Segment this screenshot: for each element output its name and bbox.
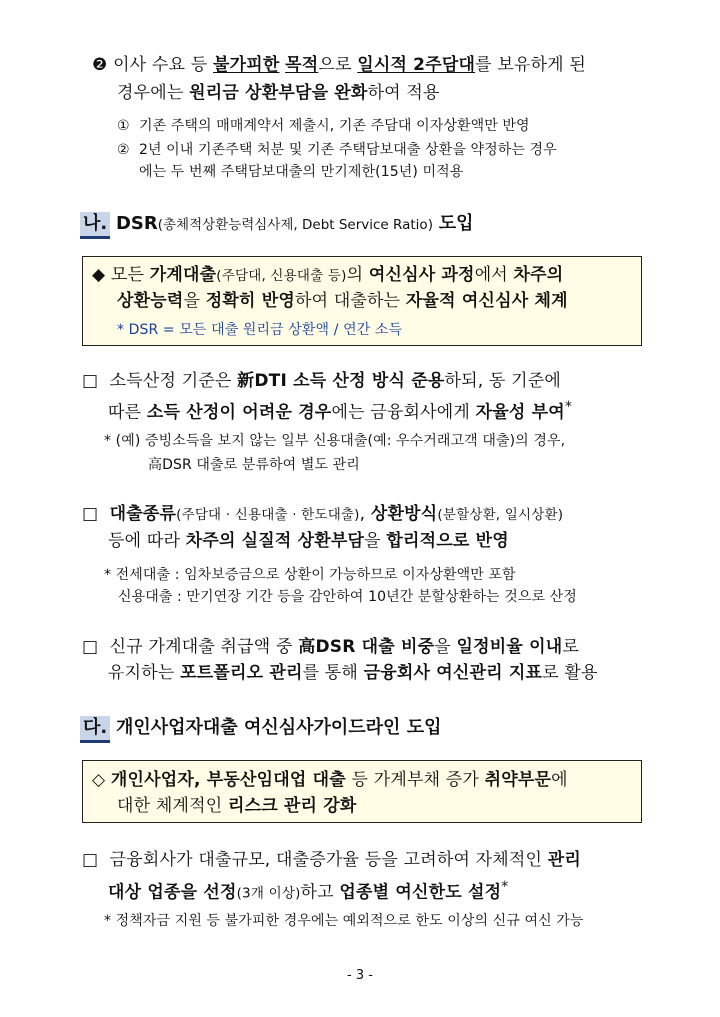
p4-note: * 정책자금 지원 등 불가피한 경우에는 예외적으로 한도 이상의 신규 여신 가능 [104, 913, 584, 929]
item2-line1: ❷ 이사 수요 등 불가피한 목적으로 일시적 2주담대를 보유하게 된 [92, 55, 587, 75]
p3-line2: 유지하는 포트폴리오 관리를 통해 금융회사 여신관리 지표로 활용 [108, 663, 598, 683]
p1-note-line1: * (예) 증빙소득을 보지 않는 일부 신용대출(예: 우수거래고객 대출)의 경우, [104, 433, 566, 449]
item2-marker: ❷ [92, 55, 108, 75]
checkbox-marker: □ [82, 371, 99, 391]
page-number: - 3 - [347, 968, 373, 983]
item2-note2-cont: 에는 두 번째 주택담보대출의 만기제한(15년) 미적용 [139, 164, 464, 180]
p1-note-line2: 高DSR 대출로 분류하여 별도 관리 [148, 457, 360, 473]
p3-line1: □ 신규 가계대출 취급액 중 高DSR 대출 비중을 일정비율 이내로 [82, 637, 579, 657]
p4-line2: 대상 업종을 선정(3개 이상)하고 업종별 여신한도 설정* [108, 879, 509, 903]
section-heading-na: 나. DSR(총체적상환능력심사제, Debt Service Ratio) 도입 [80, 212, 473, 239]
p1-line2: 따른 소득 산정이 어려운 경우에는 금융회사에게 자율성 부여* [108, 399, 573, 423]
diamond-outline-marker: ◇ [92, 770, 106, 790]
diamond-marker: ◆ [92, 265, 106, 285]
section-mark: 나. [80, 212, 110, 239]
biz-box-line1: ◇ 개인사업자, 부동산임대업 대출 등 가계부채 증가 취약부문에 [92, 770, 568, 790]
checkbox-marker: □ [82, 850, 99, 870]
item2-note2: ② 2년 이내 기존주택 처분 및 기존 주택담보대출 상환을 약정하는 경우 [117, 142, 557, 158]
section-heading-da: 다. 개인사업자대출 여신심사가이드라인 도입 [80, 716, 441, 743]
section-mark: 다. [80, 716, 110, 743]
biz-box-line2: 대한 체계적인 리스크 관리 강화 [117, 796, 357, 816]
p4-line1: □ 금융회사가 대출규모, 대출증가율 등을 고려하여 자체적인 관리 [82, 850, 582, 870]
item2-line2: 경우에는 원리금 상환부담을 완화하여 적용 [117, 83, 440, 103]
checkbox-marker: □ [82, 637, 99, 657]
p2-note-line1: * 전세대출 : 임차보증금으로 상환이 가능하므로 이자상환액만 포함 [104, 567, 516, 583]
item2-note1: ① 기존 주택의 매매계약서 제출시, 기존 주담대 이자상환액만 반영 [117, 118, 530, 134]
dsr-formula: * DSR = 모든 대출 원리금 상환액 / 연간 소득 [117, 322, 403, 338]
dsr-box-line2: 상환능력을 정확히 반영하여 대출하는 자율적 여신심사 체계 [117, 291, 568, 311]
p1-line1: □ 소득산정 기준은 新DTI 소득 산정 방식 준용하되, 동 기준에 [82, 371, 562, 391]
dsr-box-line1: ◆ 모든 가계대출(주담대, 신용대출 등)의 여신심사 과정에서 차주의 [92, 265, 564, 285]
p2-line2: 등에 따라 차주의 실질적 상환부담을 합리적으로 반영 [108, 531, 509, 551]
p2-line1: □ 대출종류(주담대 · 신용대출 · 한도대출), 상환방식(분할상환, 일시상환) [82, 504, 564, 524]
checkbox-marker: □ [82, 504, 99, 524]
p2-note-line2: 신용대출 : 만기연장 기간 등을 감안하여 10년간 분할상환하는 것으로 산정 [118, 589, 577, 605]
